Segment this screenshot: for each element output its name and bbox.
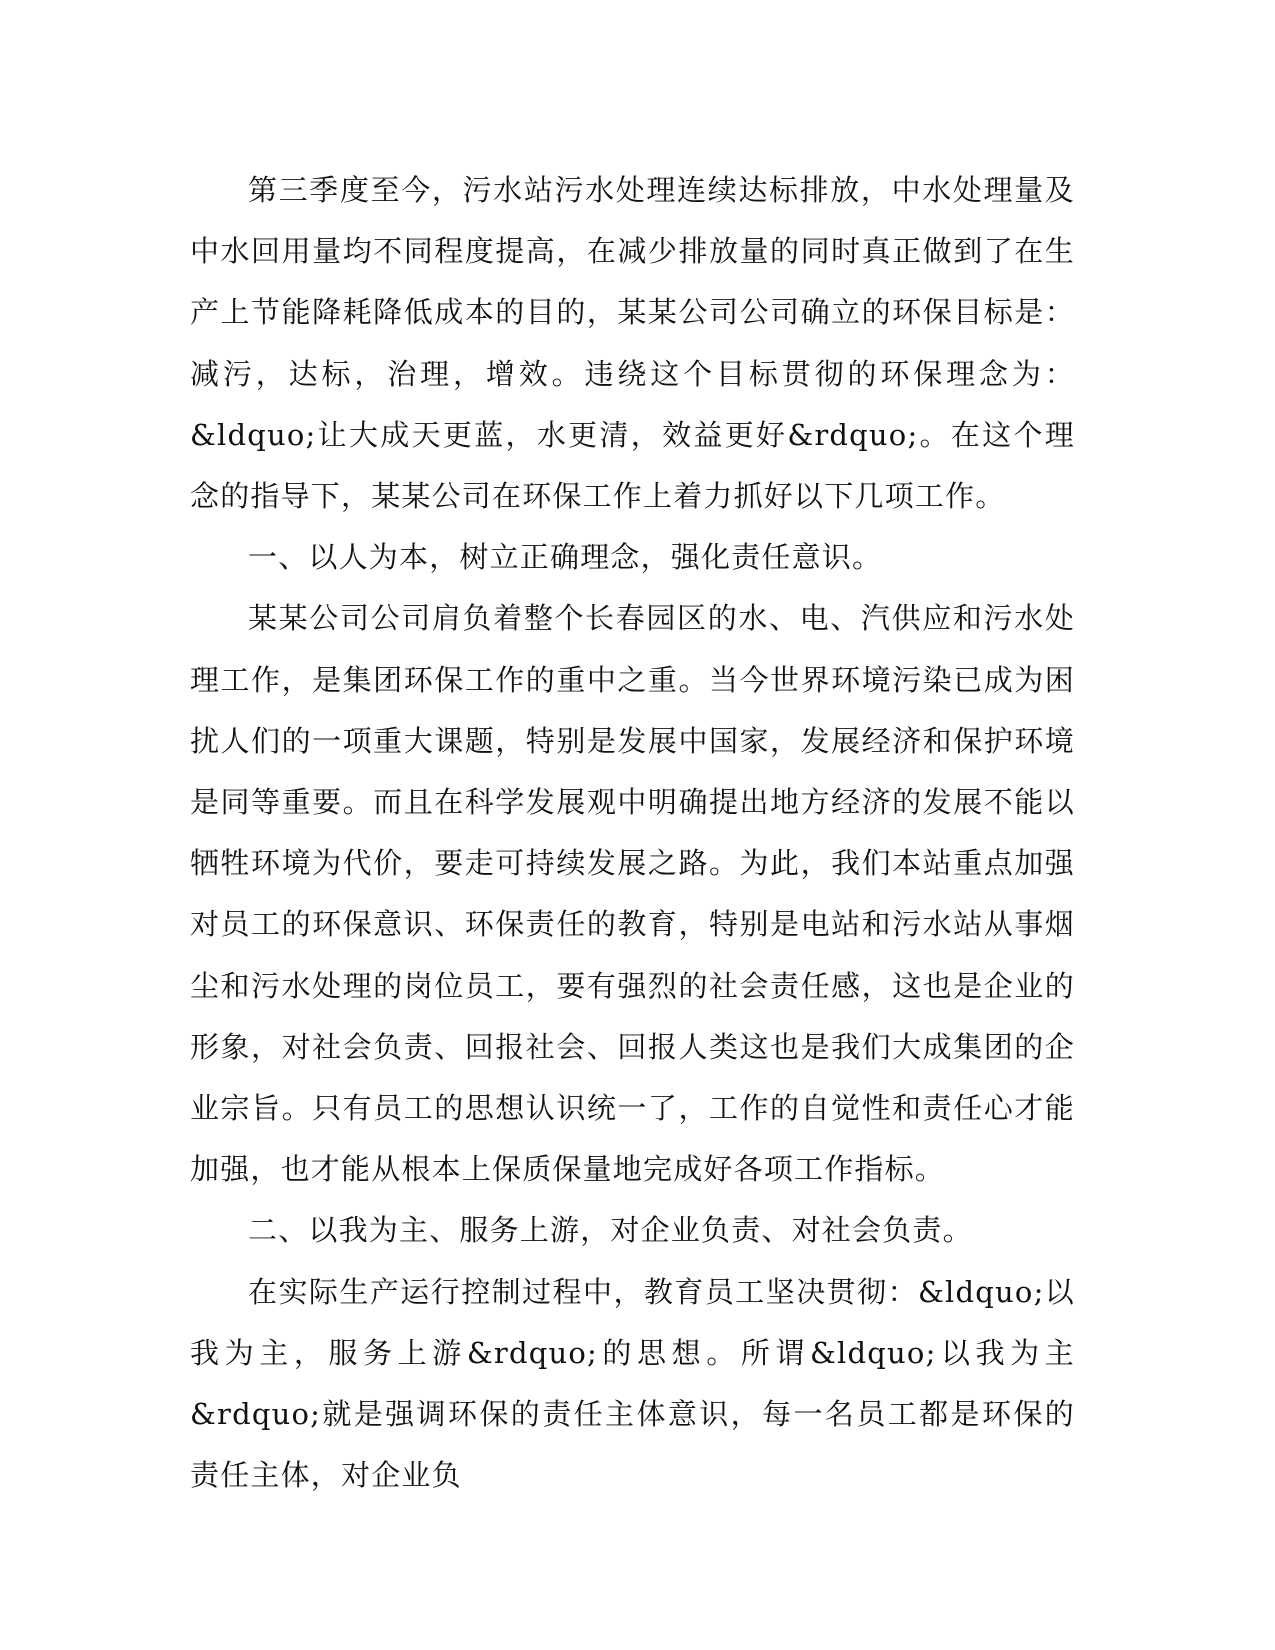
- document-body: [190, 160, 1075, 1506]
- paragraph-section-1: 某某公司公司肩负着整个长春园区的水、电、汽供应和污水处理工作，是集团环保工作的重中之重。当今世界环境污染已成为困扰人们的一项重大课题，特别是发展中国家，发展经济和保护环境是同等重要。而且在科学发展观中明确提出地方经济的发展不能以牺牲环境为代价，要走可持续发展之路。为此，我们本站重点加强对员工的环保意识、环保责任的教育，特别是电站和污水站从事烟尘和污水处理的岗位员工，要有强烈的社会责任感，这也是企业的形象，对社会负责、回报社会、回报人类这也是我们大成集团的企业宗旨。只有员工的思想认识统一了，工作的自觉性和责任心才能加强，也才能从根本上保质保量地完成好各项工作指标。: [190, 601, 1075, 1187]
- section-heading-2: 二、以我为主、服务上游，对企业负责、对社会负责。: [248, 1213, 973, 1248]
- section-heading-1: 一、以人为本，树立正确理念，强化责任意识。: [248, 540, 883, 575]
- paragraph-intro: 第三季度至今，污水站污水处理连续达标排放，中水处理量及中水回用量均不同程度提高，在减少排放量的同时真正做到了在生产上节能降耗降低成本的目的，某某公司公司确立的环保目标是：减污，达标，治理，增效。违绕这个目标贯彻的环保理念为：&ldquo;让大成天更蓝，水更清，效益更好&rdquo;。在这个理念的指导下，某某公司在环保工作上着力抓好以下几项工作。: [190, 173, 1075, 514]
- paragraph-section-2: 在实际生产运行控制过程中，教育员工坚决贯彻：&ldquo;以我为主，服务上游&rdquo;的思想。所谓&ldquo;以我为主&rdquo;就是强调环保的责任主体意识，每一名员工都是环保的责任主体，对企业负: [190, 1274, 1075, 1493]
